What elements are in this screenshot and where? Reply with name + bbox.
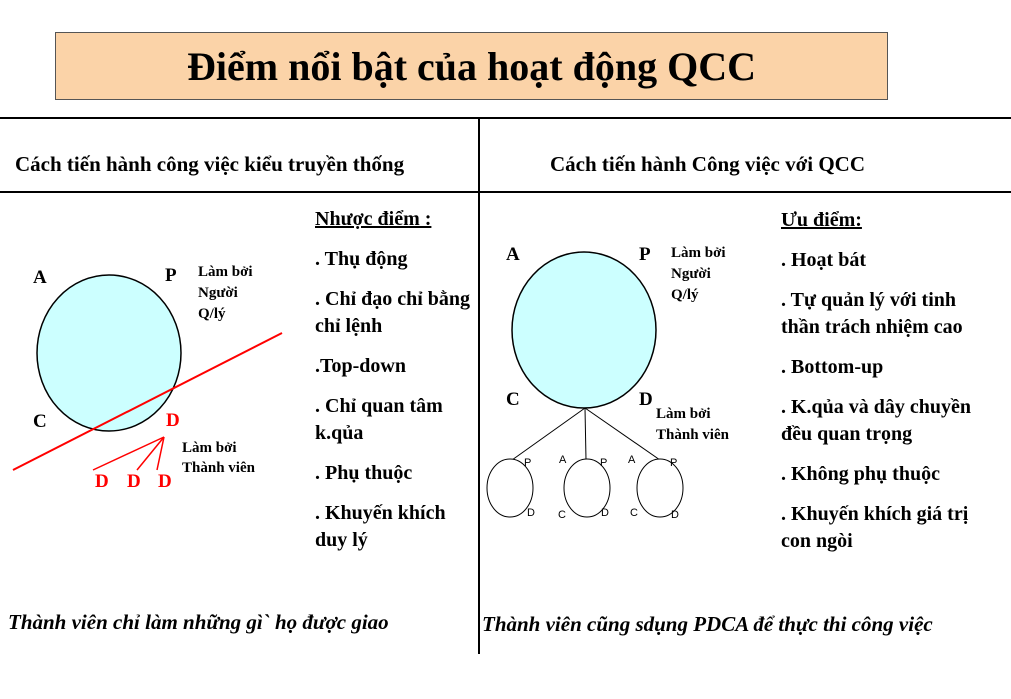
member-label-1: Làm bởi <box>182 440 237 456</box>
label-a: A <box>33 267 47 288</box>
manager-label-1: Làm bởi <box>198 264 253 280</box>
list-item: . Không phụ thuộc <box>781 463 940 485</box>
list-item: . Bottom-up <box>781 356 884 378</box>
advantages-heading: Ưu điểm: <box>781 209 862 231</box>
label-p: P <box>165 265 177 286</box>
sub-label-c: C <box>558 509 566 521</box>
pdca-circle <box>512 252 656 408</box>
sub-label-p: P <box>600 457 608 469</box>
sub-label-a: A <box>628 454 636 466</box>
list-item: . Chỉ đạo chỉ bằng chỉ lệnh <box>315 288 471 337</box>
manager-label-1: Làm bởi <box>671 245 726 261</box>
member-label-2: Thành viên <box>182 460 255 476</box>
disadvantages-heading: Nhược điểm : <box>315 208 432 230</box>
member-d-3: D <box>158 471 172 492</box>
page-title: Điểm nổi bật của hoạt động QCC <box>187 43 756 89</box>
fan-line <box>93 437 164 470</box>
manager-label-3: Q/lý <box>198 306 226 322</box>
right-diagram <box>487 244 730 521</box>
label-c: C <box>33 411 47 432</box>
sub-label-d: D <box>527 507 535 519</box>
tree-line <box>585 408 586 460</box>
label-a: A <box>506 244 520 265</box>
list-item: . K.qủa và dây chuyền đều quan trọng <box>781 396 972 445</box>
member-label-1: Làm bởi <box>656 406 711 422</box>
member-d-2: D <box>127 471 141 492</box>
list-item: . Thụ động <box>315 248 408 270</box>
sub-label-d: D <box>671 509 679 521</box>
label-d: D <box>639 389 653 410</box>
label-d: D <box>166 410 180 431</box>
left-footer: Thành viên chỉ làm những gì` họ được giao <box>8 610 389 634</box>
list-item: . Khuyến khích giá trị con ngòi <box>781 503 969 552</box>
member-label-2: Thành viên <box>656 427 729 443</box>
left-heading: Cách tiến hành công việc kiểu truyền thống <box>15 152 405 176</box>
member-d-1: D <box>95 471 109 492</box>
list-item: .Top-down <box>315 355 406 377</box>
list-item: . Hoạt bát <box>781 249 866 271</box>
list-item: . Khuyến khích duy lý <box>315 502 446 551</box>
list-item: . Phụ thuộc <box>315 462 413 484</box>
sub-label-c: C <box>630 507 638 519</box>
sub-label-p: P <box>524 457 532 469</box>
right-footer: Thành viên cũng sdụng PDCA để thực thi công việc <box>482 612 933 636</box>
label-c: C <box>506 389 520 410</box>
tree-line <box>512 408 585 460</box>
label-p: P <box>639 244 651 265</box>
left-diagram <box>13 264 282 492</box>
sub-label-p: P <box>670 457 678 469</box>
right-heading: Cách tiến hành Công việc với QCC <box>550 152 865 176</box>
tree-line <box>585 408 660 460</box>
manager-label-2: Người <box>198 285 238 301</box>
sub-label-d: D <box>601 507 609 519</box>
list-item: . Chỉ quan tâm k.qủa <box>315 395 443 444</box>
manager-label-2: Người <box>671 266 711 282</box>
list-item: . Tự quản lý với tinh thần trách nhiệm cao <box>781 289 963 338</box>
sub-label-a: A <box>559 454 567 466</box>
pdca-circle <box>37 275 181 431</box>
manager-label-3: Q/lý <box>671 287 699 303</box>
